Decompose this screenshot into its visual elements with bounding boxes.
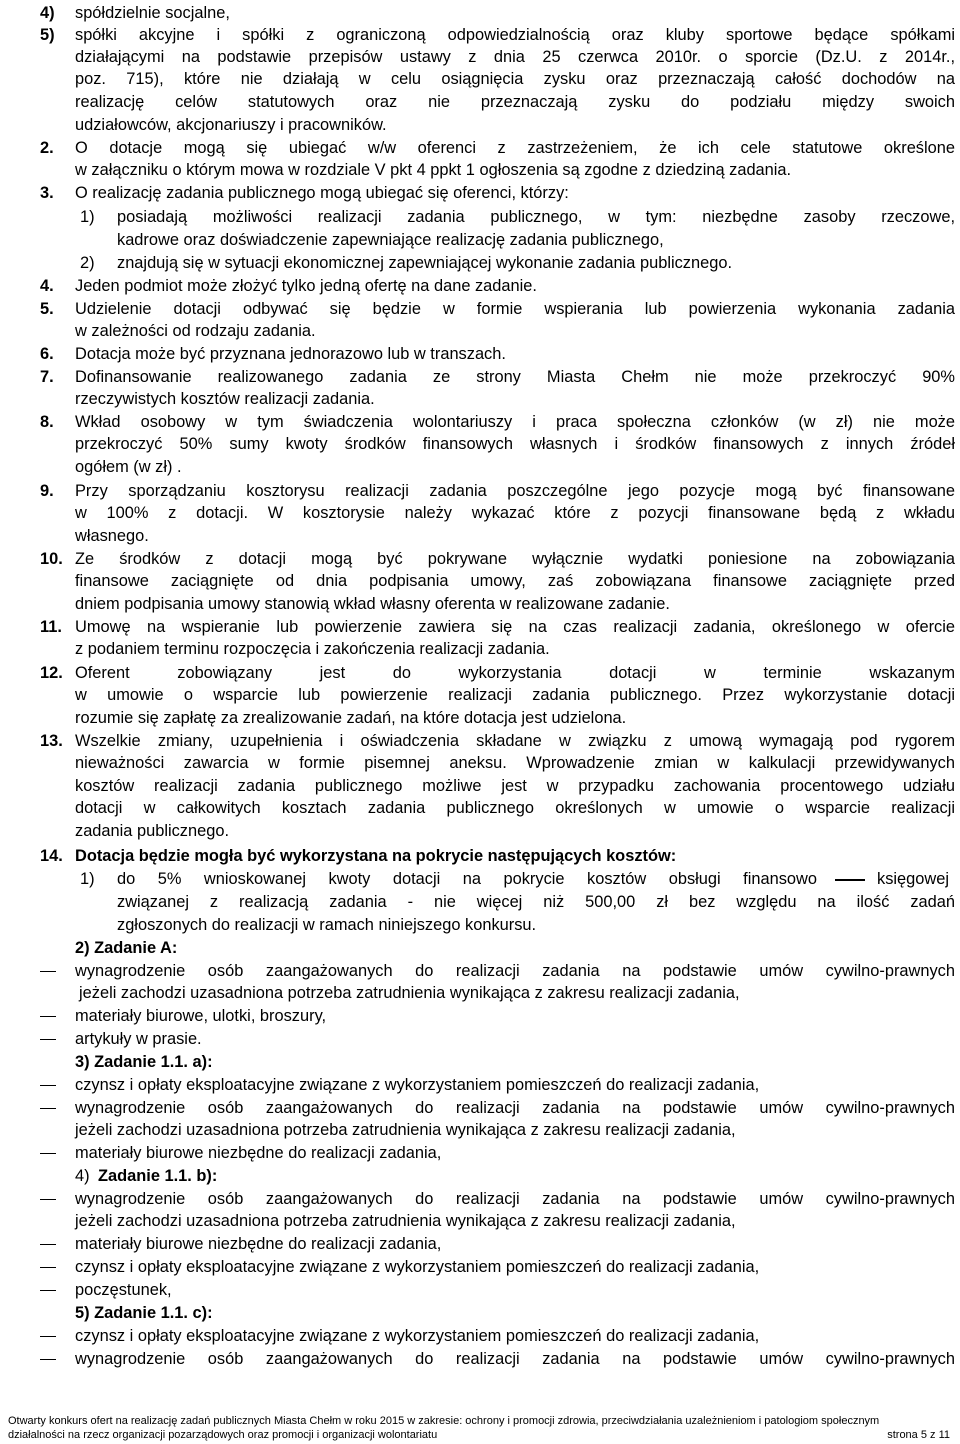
bullet-dash: [40, 1290, 56, 1291]
paragraph-line: ogółem (w zł) .: [75, 458, 182, 476]
paragraph-number: 10.: [40, 550, 63, 568]
paragraph-line: finansowe zaciągnięte od dnia podpisania umowy, zaś zobowiązana finansowe zaciągnięte przed: [75, 572, 955, 590]
paragraph-line: w załączniku o którym mowa w rozdziale V pkt 4 ppkt 1 ogłoszenia są zgodne z dziedziną zadania.: [75, 161, 792, 179]
paragraph-number: 11.: [40, 618, 62, 636]
sublist-line: znajdują się w sytuacji ekonomicznej zapewniającej wykonanie zadania publicznego.: [117, 254, 733, 272]
bullet-line: czynsz i opłaty eksploatacyjne związane z wykorzystaniem pomieszczeń do realizacji zadania,: [75, 1076, 760, 1094]
bullet-dash: [40, 1267, 56, 1268]
paragraph-heading: Dotacja będzie mogła być wykorzystana na pokrycie następujących kosztów:: [75, 847, 677, 865]
paragraph-number: 3.: [40, 184, 54, 202]
bullet-line: materiały biurowe niezbędne do realizacji zadania,: [75, 1235, 442, 1253]
bullet-line: wynagrodzenie osób zaangażowanych do realizacji zadania na podstawie umów cywilno-prawnych: [75, 1190, 955, 1208]
paragraph-line: przekroczyć 50% sumy kwoty środków finansowych własnych i środków finansowych z innych źródeł: [75, 435, 955, 453]
sublist-line: związanej z realizacją zadania - nie więcej niż 500,00 zł bez względu na ilość zadań: [117, 893, 955, 911]
bullet-dash: [40, 1039, 56, 1040]
paragraph-line: O dotacje mogą się ubiegać w/w oferenci z zastrzeżeniem, że ich cele statutowe określone: [75, 139, 955, 157]
paragraph-line: Jeden podmiot może złożyć tylko jedną ofertę na dane zadanie.: [75, 277, 537, 295]
bullet-line: wynagrodzenie osób zaangażowanych do realizacji zadania na podstawie umów cywilno-prawnych: [75, 1099, 955, 1117]
paragraph-number: 7.: [40, 368, 54, 386]
bullet-line: artykuły w prasie.: [75, 1030, 202, 1048]
list-number: 4): [40, 4, 55, 22]
paragraph-number: 5.: [40, 300, 54, 318]
paragraph-line: Dofinansowanie realizowanego zadania ze strony Miasta Chełm nie może przekroczyć 90%: [75, 368, 955, 386]
bullet-dash: [40, 1016, 56, 1017]
list-item-line: spółki akcyjne i spółki z ograniczoną odpowiedzialnością oraz kluby sportowe będące spółkami: [75, 26, 955, 44]
section-heading: 3) Zadanie 1.1. a):: [75, 1053, 213, 1071]
section-number: 4): [75, 1167, 90, 1185]
list-item-line: udziałowców, akcjonariuszy i pracowników.: [75, 116, 387, 134]
bullet-dash: [40, 971, 56, 972]
bullet-line: wynagrodzenie osób zaangażowanych do realizacji zadania na podstawie umów cywilno-prawnych: [75, 962, 955, 980]
sublist-line: księgowej: [877, 870, 949, 888]
bullet-dash: [40, 1244, 56, 1245]
sublist-number: 1): [80, 870, 95, 888]
paragraph-line: zadania publicznego.: [75, 822, 230, 840]
paragraph-line: Dotacja może być przyznana jednorazowo lub w transzach.: [75, 345, 506, 363]
paragraph-line: nieważności zawarcia w formie pisemnej aneksu. Wprowadzenie zmian w kalkulacji przewidywanych: [75, 754, 955, 772]
sublist-line: kadrowe oraz doświadczenie zapewniające realizację zadania publicznego,: [117, 231, 664, 249]
paragraph-line: własnego.: [75, 527, 149, 545]
paragraph-line: Umowę na wspieranie lub powierzenie zawiera się na czas realizacji zadania, określonego w ofercie: [75, 618, 955, 636]
bullet-dash: [40, 1085, 56, 1086]
bullet-dash: [40, 1153, 56, 1154]
footer-line: Otwarty konkurs ofert na realizację zadań publicznych Miasta Chełm w roku 2015 w zakresie: ochrony i promocji zdrowia, przeciwdziałania uzależnieniom i patologiom społecznym: [8, 1415, 880, 1427]
paragraph-line: Ze środków z dotacji mogą być pokrywane wyłącznie wydatki poniesione na zobowiązania: [75, 550, 955, 568]
page-number: strona 5 z 11: [887, 1429, 950, 1441]
paragraph-line: Udzielenie dotacji odbywać się będzie w formie wspierania lub powierzenia wykonania zadania: [75, 300, 955, 318]
paragraph-line: rzeczywistych kosztów realizacji zadania.: [75, 390, 375, 408]
sublist-number: 2): [80, 254, 95, 272]
bullet-dash: [40, 1359, 56, 1360]
paragraph-line: w 100% z dotacji. W kosztorysie należy wykazać które z pozycji finansowane będą z wkładu: [75, 504, 955, 522]
list-item-text: spółdzielnie socjalne,: [75, 4, 230, 22]
footer-line: działalności na rzecz organizacji pozarządowych oraz promocji i organizacji wolontariatu: [8, 1429, 438, 1441]
sublist-line: posiadają możliwości realizacji zadania publicznego, w tym: niezbędne zasoby rzeczowe,: [117, 208, 955, 226]
sublist-line: zgłoszonych do realizacji w ramach niniejszego konkursu.: [117, 916, 537, 934]
bullet-line: czynsz i opłaty eksploatacyjne związane z wykorzystaniem pomieszczeń do realizacji zadania,: [75, 1258, 760, 1276]
section-heading: 2) Zadanie A:: [75, 939, 178, 957]
paragraph-number: 6.: [40, 345, 54, 363]
paragraph-number: 12.: [40, 664, 63, 682]
paragraph-number: 4.: [40, 277, 54, 295]
bullet-dash: [40, 1199, 56, 1200]
paragraph-line: dniem podpisania umowy stanowią wkład własny oferenta w realizowane zadanie.: [75, 595, 670, 613]
bullet-dash: [40, 1108, 56, 1109]
paragraph-number: 9.: [40, 482, 54, 500]
paragraph-line: Oferent zobowiązany jest do wykorzystania dotacji w terminie wskazanym: [75, 664, 955, 682]
paragraph-line: w zależności od rodzaju zadania.: [75, 322, 316, 340]
bullet-line: jeżeli zachodzi uzasadniona potrzeba zatrudnienia wynikająca z zakresu realizacji zadania,: [79, 984, 740, 1002]
paragraph-line: w umowie o wsparcie lub powierzenie realizacji zadania publicznego. Przez wykorzystanie dotacji: [75, 686, 955, 704]
sublist-line: do 5% wnioskowanej kwoty dotacji na pokrycie kosztów obsługi finansowo: [117, 870, 817, 888]
sublist-number: 1): [80, 208, 95, 226]
paragraph-line: Wkład osobowy w tym świadczenia wolontariuszy i praca społeczna członków (w zł) nie może: [75, 413, 955, 431]
list-item-line: poz. 715), które nie działają w celu osiągnięcia zysku oraz przeznaczają całość dochodów na: [75, 70, 955, 88]
bullet-dash: [40, 1336, 56, 1337]
bullet-line: materiały biurowe, ulotki, broszury,: [75, 1007, 327, 1025]
paragraph-number: 2.: [40, 139, 54, 157]
list-item-line: realizację celów statutowych oraz nie przeznaczają zysku do podziału między swoich: [75, 93, 955, 111]
paragraph-number: 14.: [40, 847, 63, 865]
paragraph-line: rozumie się zapłatę za zrealizowanie zadań, na które dotacja jest udzielona.: [75, 709, 627, 727]
paragraph-line: dotacji w całkowitych kosztach zadania publicznego określonych w umowie o wsparcie realizacji: [75, 799, 955, 817]
section-heading: 5) Zadanie 1.1. c):: [75, 1304, 213, 1322]
paragraph-line: z podaniem terminu rozpoczęcia i zakończenia realizacji zadania.: [75, 640, 550, 658]
paragraph-line: O realizację zadania publicznego mogą ubiegać się oferenci, którzy:: [75, 184, 569, 202]
bullet-line: wynagrodzenie osób zaangażowanych do realizacji zadania na podstawie umów cywilno-prawnych: [75, 1350, 955, 1368]
paragraph-number: 13.: [40, 732, 63, 750]
bullet-line: materiały biurowe niezbędne do realizacji zadania,: [75, 1144, 442, 1162]
paragraph-line: Przy sporządzaniu kosztorysu realizacji zadania poszczególne jego pozycje mogą być finansowane: [75, 482, 955, 500]
bullet-line: poczęstunek,: [75, 1281, 172, 1299]
paragraph-line: Wszelkie zmiany, uzupełnienia i oświadczenia składane w związku z umową wymagają pod rygorem: [75, 732, 955, 750]
list-number: 5): [40, 26, 55, 44]
section-heading: Zadanie 1.1. b):: [98, 1167, 218, 1185]
bullet-line: jeżeli zachodzi uzasadniona potrzeba zatrudnienia wynikająca z zakresu realizacji zadania,: [75, 1212, 736, 1230]
paragraph-number: 8.: [40, 413, 54, 431]
bullet-line: czynsz i opłaty eksploatacyjne związane z wykorzystaniem pomieszczeń do realizacji zadania,: [75, 1327, 760, 1345]
list-item-line: działającymi na podstawie przepisów ustawy z dnia 25 czerwca 2010r. o sporcie (Dz.U. z 2014r.,: [75, 48, 955, 66]
bullet-line: jeżeli zachodzi uzasadniona potrzeba zatrudnienia wynikająca z zakresu realizacji zadania,: [75, 1121, 736, 1139]
long-dash: [835, 879, 865, 881]
paragraph-line: kosztów realizacji zadania publicznego możliwe jest w przypadku zachowania procentowego udziału: [75, 777, 955, 795]
